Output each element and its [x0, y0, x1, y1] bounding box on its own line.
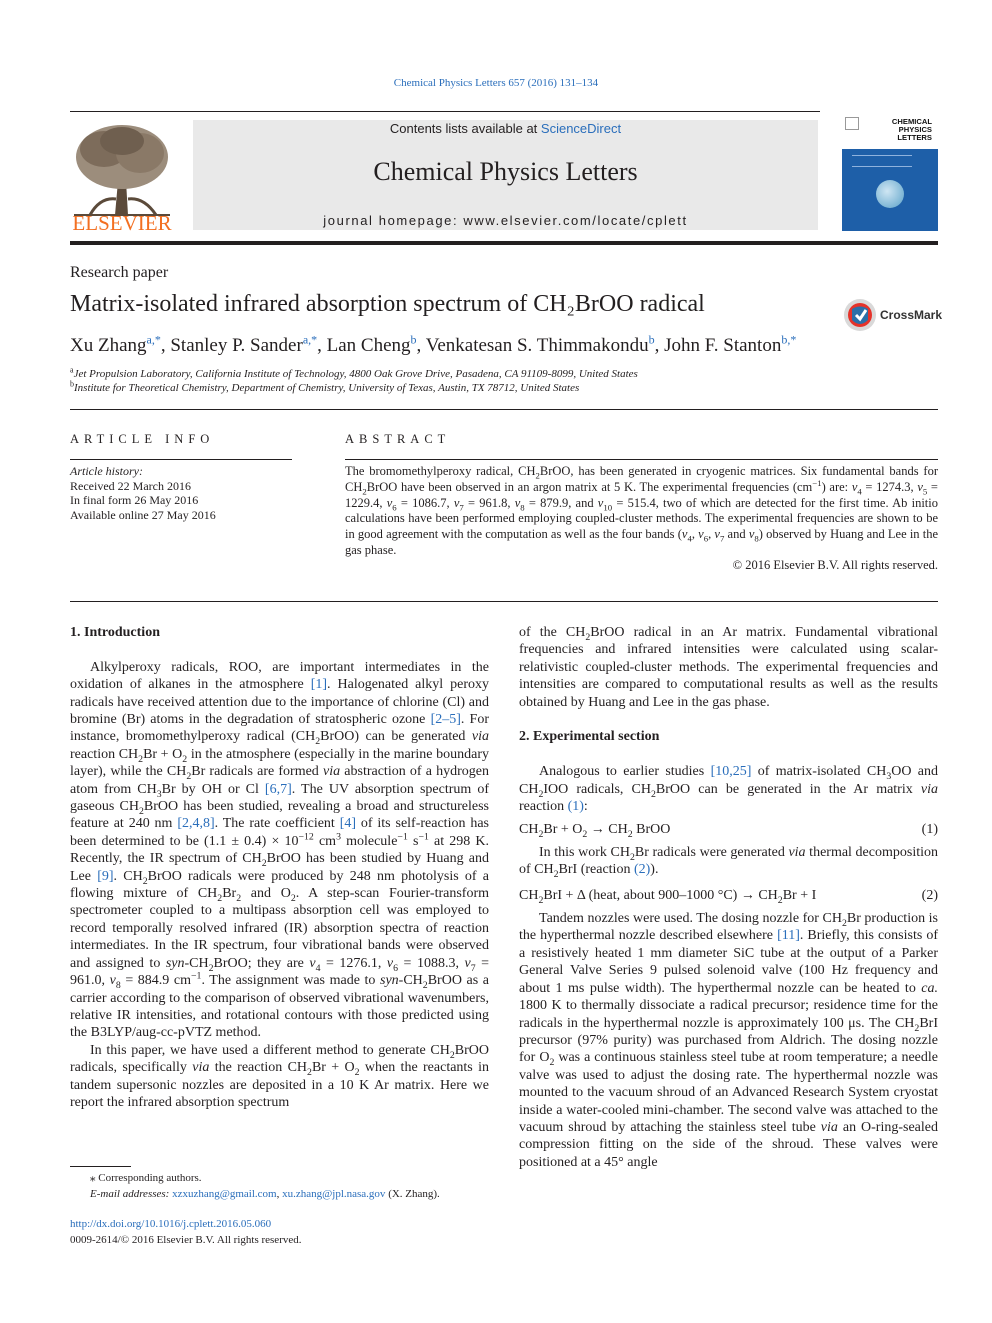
body-divider [70, 601, 938, 602]
paragraph: Alkylperoxy radicals, ROO, are important intermediates in the oxidation of alkanes in the atmosphere [1]. Halogenated alkyl peroxy radicals have received attention due to the importance of chlorine (Cl) and bromine (Br) atoms in the degradation of stratospheric ozone [2–5]. For instance, bromomethylperoxy radical $(CH_2BrOO)$ can be generated via reaction $CH_2Br + O_2$ in the atmosphere (especially in the marine boundary layer), while the $CH_2Br$ radicals are formed via abstraction of a hydrogen atom from $CH_3Br$ by OH or Cl [6,7]. The UV absorption spectrum of gaseous $CH_2BrOO$ has been studied, revealing a broad and structureless feature at 240 nm [2,4,8]. The rate coefficient [4] of its self-reaction has been determined to be $(1.1 \pm 0.4) \times 10^{-12}$ $cm^3$ molecule$^{-1}$ $s^{-1}$ at 298 K. Recently, the IR spectrum of $CH_2BrOO$ has been studied by Huang and Lee [9]. $CH_2BrOO$ radicals were produced by 248 nm photolysis of a flowing mixture of $CH_2Br_2$ and $O_2$. A step-scan Fourier-transform spectrometer coupled to a multipass absorption cell was employed to record temporally resolved infrared (IR) absorption spectra of reaction intermediates. In the IR spectrum, four vibrational bands were observed and assigned to syn-$CH_2BrOO$; they are $\nu_4 = 1276.1$, $\nu_6 = 1088.3$, $\nu_7 = 961.0$, $\nu_8 = 884.9$ $cm^{-1}$. The assignment was made to syn-$CH_2BrOO$ as a carrier according to the comparison of observed vibrational wavenumbers, relative IR intensities, and rotational contours with those predicted using the B3LYP/aug-cc-pVTZ method. [70, 659, 490, 1041]
elsevier-mini-icon [845, 117, 859, 130]
available-date: Available online 27 May 2016 [70, 507, 216, 522]
citation-link[interactable]: [11] [777, 928, 800, 944]
doi-block [70, 1216, 302, 1248]
abstract-copyright: © 2016 Elsevier B.V. All rights reserved. [732, 558, 938, 572]
citation-link[interactable]: [6,7] [264, 781, 292, 797]
author-affiliation-marker[interactable]: b [410, 332, 417, 347]
author-name[interactable]: John F. Stanton [664, 335, 782, 356]
section-divider [70, 409, 938, 410]
article-type: Research paper [70, 264, 169, 281]
crossmark-icon [843, 298, 877, 332]
paragraph: of the $CH_2BrOO$ radical in an Ar matrix. Fundamental vibrational frequencies and infrared intensities were calculated using scalar-relativistic coupled-cluster methods. The experimental frequencies and intensities are compared to computational results as well as the results obtained by Huang and Lee in the gas phase. [519, 625, 939, 710]
citation-link[interactable]: [10,25] [710, 764, 752, 780]
equation-1: $CH_2Br + O_2 \to CH_2$ BrOO (1) [519, 822, 938, 841]
journal-cover-thumbnail[interactable] [842, 113, 938, 231]
affiliation: $^b$Institute for Theoretical Chemistry, Department of Chemistry, University of Texas, Austin, TX 78712, United States [70, 379, 580, 394]
abstract-heading: ABSTRACT [345, 432, 451, 446]
equation-link[interactable]: (2) [633, 862, 651, 878]
author-affiliation-marker[interactable]: a,* [146, 332, 161, 347]
email-link[interactable]: xu.zhang@jpl.nasa.gov [282, 1188, 386, 1200]
citation-link[interactable]: [1] [310, 677, 328, 693]
citation-link[interactable]: [2–5] [430, 712, 461, 728]
issn-line: 0009-2614/© 2016 Elsevier B.V. All rights reserved. [70, 1234, 302, 1246]
paragraph: In this work $CH_2Br$ radicals were generated via thermal decomposition of $CH_2BrI$ (reaction (2)). [519, 844, 938, 881]
author-affiliation-marker[interactable]: b,* [781, 332, 797, 347]
citation-link[interactable]: [2,4,8] [177, 816, 215, 832]
equation-link[interactable]: (1) [567, 799, 584, 815]
author-name[interactable]: Lan Cheng [326, 335, 411, 356]
contents-prefix: Contents lists available at [389, 121, 541, 136]
corresponding-note: ⁎ Corresponding authors. [90, 1172, 202, 1184]
author-name[interactable]: Xu Zhang [70, 335, 147, 356]
elsevier-tree-icon [70, 119, 174, 232]
author-list: Xu Zhang$^{a,*}$, Stanley P. Sander$^{a,*}$, Lan Cheng$^b$, Venkatesan S. Thimmakondu$^b$, John F. Stanton$^{b,*}$ [70, 332, 797, 356]
author-name[interactable]: Venkatesan S. Thimmakondu [425, 335, 649, 356]
email-link[interactable]: xzxuzhang@gmail.com [172, 1188, 277, 1200]
article-info-divider [70, 459, 292, 460]
citation-link[interactable]: [9] [97, 868, 114, 884]
email-note: E-mail addresses: xzxuzhang@gmail.com, xu.zhang@jpl.nasa.gov (X. Zhang). [90, 1188, 440, 1200]
footnote-divider [70, 1166, 131, 1167]
received-date: Received 22 March 2016 [70, 478, 191, 493]
article-info-heading: ARTICLE INFO [70, 432, 215, 446]
cover-title: CHEMICAL PHYSICS LETTERS [891, 117, 932, 142]
sciencedirect-link[interactable]: ScienceDirect [540, 121, 622, 136]
doi-link[interactable]: http://dx.doi.org/10.1016/j.cplett.2016.05.060 [70, 1218, 272, 1230]
journal-homepage[interactable]: journal homepage: www.elsevier.com/locate/cplett [323, 213, 688, 228]
section-heading: 1. Introduction [70, 625, 160, 640]
article-title: Matrix-isolated infrared absorption spectrum of CH₂BrOO radical [70, 291, 705, 317]
author-name[interactable]: Stanley P. Sander [170, 335, 303, 356]
abstract-body: The bromomethylperoxy radical, $CH_2BrOO$, has been generated in cryogenic matrices. Six fundamental bands for $CH_2BrOO$ have been observed in an argon matrix at 5 K. The experimental frequencies $(cm^{-1})$ are: $\nu_4 = 1274.3$, $\nu_5 = 1229.4$, $\nu_6 = 1086.7$, $\nu_7 = 961.8$, $\nu_8 = 879.9$, and $\nu_{10} = 515.4$, two of which are detected for the first time. Ab initio calculations have been performed employing coupled-cluster methods. The experimental frequencies are shown to be in good agreement with the computation as well as the four bands ($\nu_4$, $\nu_6$, $\nu_7$ and $\nu_8$) observed by Huang and Lee in the gas phase. [345, 464, 939, 557]
affiliation: $^a$Jet Propulsion Laboratory, California Institute of Technology, 4800 Oak Grove Drive, Pasadena, CA 91109-8099, United States [70, 365, 638, 380]
section-heading: 2. Experimental section [519, 729, 660, 745]
article-history [70, 464, 216, 522]
left-column [70, 624, 489, 1111]
citation-link[interactable]: [4] [339, 816, 357, 832]
elsevier-logo [70, 119, 174, 232]
paragraph: Analogous to earlier studies [10,25] of matrix-isolated $CH_3OO$ and $CH_2IOO$ radicals, $CH_2BrOO$ can be generated in the Ar matrix via reaction (1): [519, 764, 938, 815]
footnotes [70, 1170, 440, 1202]
author-affiliation-marker[interactable]: b [648, 332, 655, 347]
journal-name: Chemical Physics Letters [373, 157, 638, 186]
journal-citation[interactable]: Chemical Physics Letters 657 (2016) 131–134 [393, 77, 599, 89]
paragraph: In this paper, we have used a different method to generate $CH_2BrOO$ radicals, specifically via the reaction $CH_2Br + O_2$ when the reactants in tandem supersonic nozzles are deposited in a 10 K Ar matrix. Here we report the infrared absorption spectrum [70, 1042, 489, 1110]
right-column [519, 624, 938, 1171]
crossmark-badge[interactable] [843, 298, 943, 332]
header-divider [70, 111, 820, 112]
abstract-divider [345, 459, 938, 460]
history-label: Article history: [70, 464, 143, 478]
header-thick-divider [70, 241, 938, 245]
molecule-icon [876, 180, 904, 208]
revised-date: In final form 26 May 2016 [70, 493, 199, 507]
author-affiliation-marker[interactable]: a,* [302, 332, 318, 347]
contents-line [193, 121, 818, 136]
elsevier-wordmark: ELSEVIER [72, 211, 172, 232]
paragraph: Tandem nozzles were used. The dosing nozzle for $CH_2Br$ production is the hyperthermal nozzle described elsewhere [11]. Briefly, this consists of a resistively heated 1 mm diameter SiC tube at the output of a Parker General Valve Series 9 pulsed solenoid valve (100 Hz frequency and about 1 ms pulse width). The hyperthermal nozzle can be heated to ca. 1800 K to thermally dissociate a radical precursor; residence time for the radicals in the hyperthermal nozzle is approximately 100 μs. The $CH_2BrI$ precursor (97% purity) was purchased from Aldrich. The dosing nozzle for $O_2$ was a continuous stainless steel tube at room temperature; a needle valve was used to adjust the dosing rate. The hyperthermal nozzle was mounted to the vacuum shroud of an Advanced Research System cryostat inside a water-cooled mini-chamber. The second valve was attached to the vacuum shroud by attaching the stainless steel tube via an O-ring-sealed compression fitting on the side of the shroud. These valves were positioned at a 45° angle [519, 911, 939, 1170]
crossmark-label: CrossMark [880, 308, 943, 322]
equation-2: $CH_2BrI + \Delta$ (heat, about 900–1000 $^\circ C) \to CH_2Br + I$ (2) [519, 887, 938, 906]
